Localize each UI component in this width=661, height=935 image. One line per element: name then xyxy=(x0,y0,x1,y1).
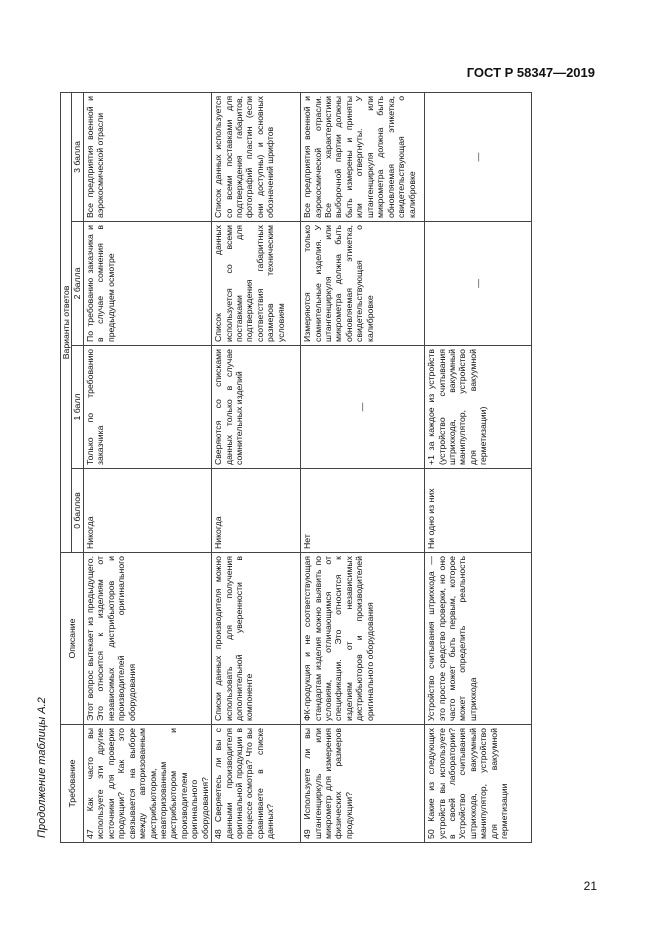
header-score-0: 0 баллов xyxy=(72,469,83,553)
score-3-cell: Все предприятия военной и аэрокосмической отрасли. Все характеристики выборочной партии должны быть измерены и приняты или отвергнуты. У штангенциркуля или микрометра должна быть обновляемая этикетка, свидетельствующая о калибровке xyxy=(301,92,425,221)
description-cell: Списки данных производителя можно использовать для получения дополнительной уверенности в компоненте xyxy=(212,553,301,725)
requirements-table xyxy=(60,92,532,843)
requirement-cell: 49 Используете ли вы штангенциркуль или микрометр для измерения физических размеров продукции? xyxy=(301,725,425,843)
description-cell: Этот вопрос вытекает из предыдущего. Это относится к изделиям от независимых дистрибьюторов и производителей оригинального оборудования xyxy=(83,553,211,725)
score-1-cell: +1 за каждое из устройств (устройство считывания штрихкода, вакуумный манипулятор, устройство для вакуумной герметизации) xyxy=(425,346,532,469)
requirement-cell: 50 Какие из следующих устройств вы используете в своей лаборатории? Устройство считывания штрихкода, вакуумный манипулятор, устройство для вакуумной герметизации xyxy=(425,725,532,843)
table-row xyxy=(83,92,211,842)
header-requirement: Требование xyxy=(61,725,84,843)
score-1-cell: — xyxy=(301,346,425,469)
score-2-cell: Список данных используется со всеми поставками для подтверждения соответствия габаритных размеров техническим условиям xyxy=(212,222,301,346)
header-variants: Варианты ответов xyxy=(61,92,72,552)
requirement-cell: 47 Как часто вы используете эти другие источники для проверки продукции? Как это связывается на выборе между авторизованным дистрибьютором, неавторизованным дистрибьютором и производителем оригинального оборудования? xyxy=(83,725,211,843)
table-caption: Продолжение таблицы А.2 xyxy=(36,697,48,838)
score-1-cell: Только по требованию заказчика xyxy=(83,346,211,469)
header-row-top xyxy=(61,92,72,842)
score-0-cell: Ни одно из них xyxy=(425,469,532,553)
score-2-cell: — xyxy=(425,222,532,346)
header-score-1: 1 балл xyxy=(72,346,83,469)
score-3-cell: Все предприятия военной и аэрокосмической отрасли xyxy=(83,92,211,221)
score-2-cell: По требованию заказчика и в случае сомнения в предыдущем осмотре xyxy=(83,222,211,346)
score-2-cell: Измеряются только сомнительные изделия. У штангенциркуля или микрометра должна быть обновляемая этикетка, свидетельствующая о калибровке xyxy=(301,222,425,346)
page-number: 21 xyxy=(583,879,597,893)
requirement-cell: 48 Сверяетесь ли вы с данными производителя оригинальной продукции в процессе осмотра? Что вы сравниваете в списке данных? xyxy=(212,725,301,843)
table-row xyxy=(212,92,301,842)
table-row xyxy=(425,92,532,842)
score-0-cell: Нет xyxy=(301,469,425,553)
description-cell: ФК-продукция и не соответствующая стандартам изделия можно выявить по условиям, отличающимся от спецификации. Это относится к изделиям от независимых дистрибьюторов и производителей оригинального оборудования xyxy=(301,553,425,725)
score-3-cell: Список данных используется со всеми поставками для подтверждения габаритов, фотографий пластин (если они доступны) и основных обозначений шрифтов xyxy=(212,92,301,221)
rotated-table-container xyxy=(60,93,592,843)
score-0-cell: Никогда xyxy=(212,469,301,553)
standard-number: ГОСТ Р 58347—2019 xyxy=(466,65,595,80)
score-0-cell: Никогда xyxy=(83,469,211,553)
score-3-cell: — xyxy=(425,92,532,221)
header-score-2: 2 балла xyxy=(72,222,83,346)
header-description: Описание xyxy=(61,553,84,725)
score-1-cell: Сверяются со списками данных только в случае сомнительных изделий xyxy=(212,346,301,469)
description-cell: Устройство считывания штрихкода — это простое средство проверки, но оно часто может быть первым, которое может определить реальность штрихкода xyxy=(425,553,532,725)
header-score-3: 3 балла xyxy=(72,92,83,221)
table-row xyxy=(301,92,425,842)
